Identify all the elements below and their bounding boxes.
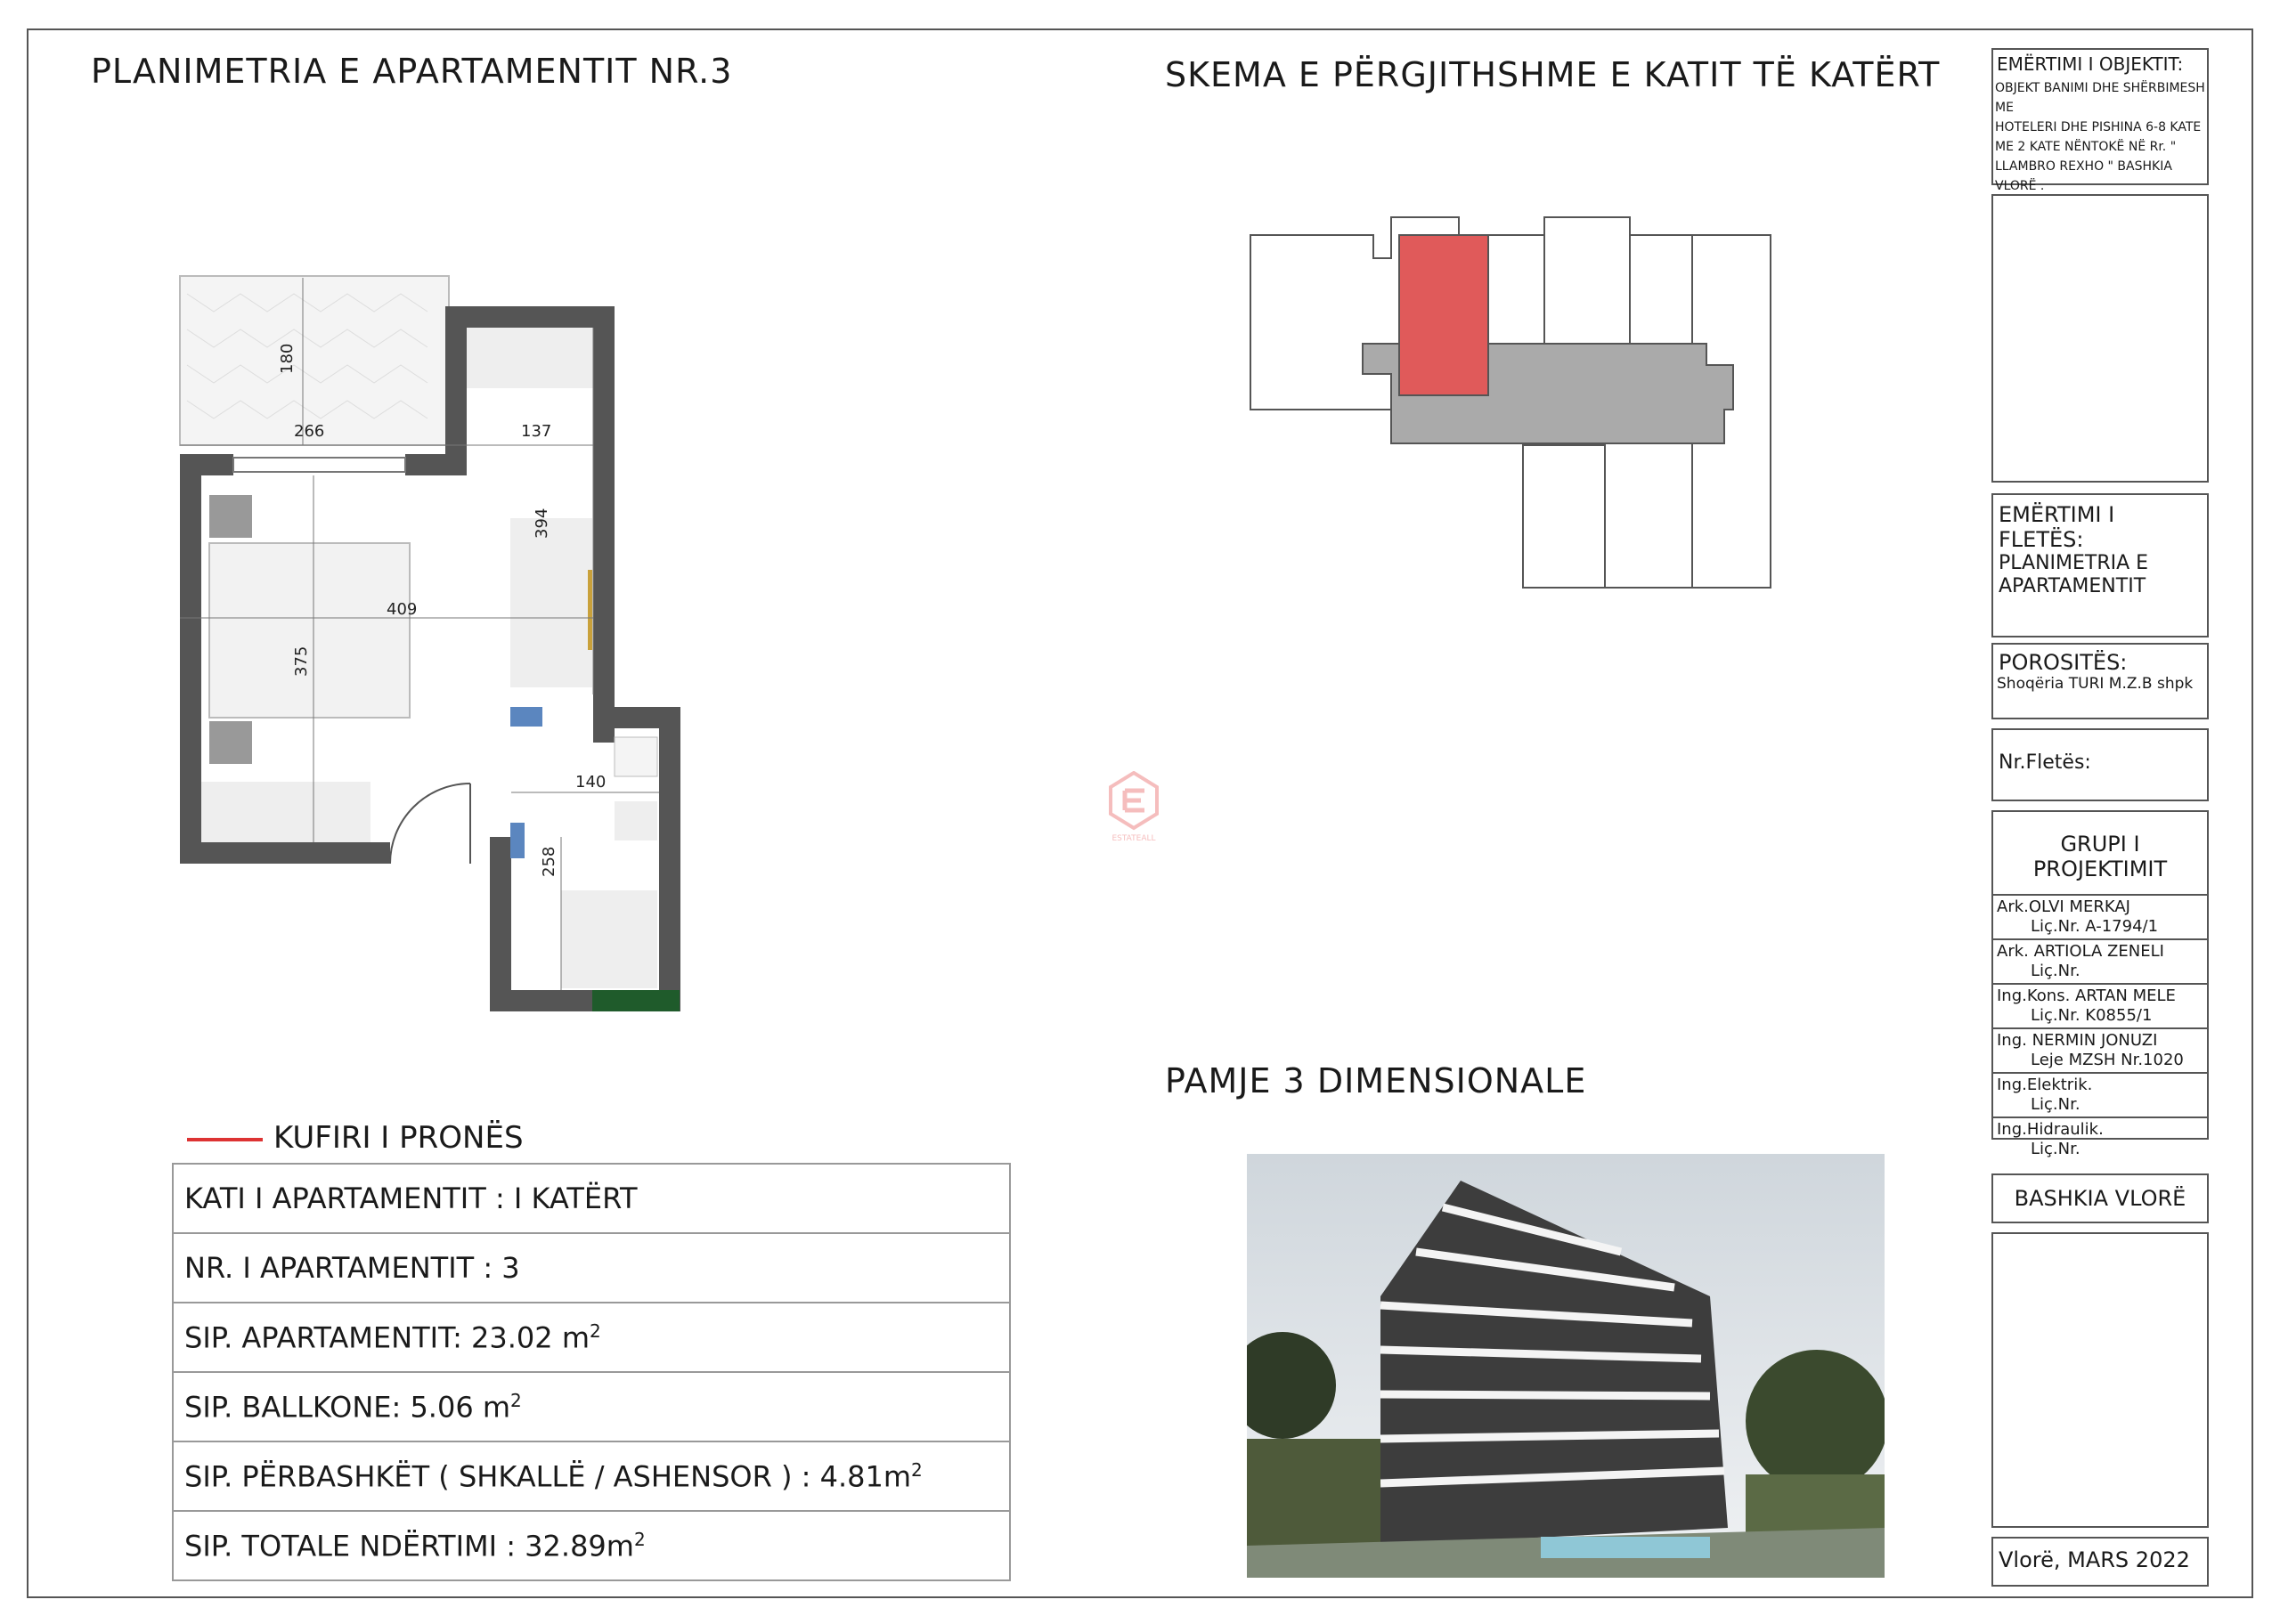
object-text-line: HOTELERI DHE PISHINA 6-8 KATE (1995, 120, 2202, 134)
sheet-number-label: Nr.Fletës: (1999, 751, 2091, 774)
floor-key-plan (1247, 214, 1781, 597)
team-member: Ing.Kons. ARTAN MELE Liç.Nr. K0855/1 (1993, 985, 2207, 1029)
team-member: Ing. NERMIN JONUZI Leje MZSH Nr.1020 (1993, 1029, 2207, 1074)
client-heading: POROSITËS: (1999, 650, 2128, 675)
municipality-box (1991, 1173, 2209, 1223)
municipality-label: BASHKIA VLORË (2014, 1186, 2186, 1211)
estateall-logo-icon (1107, 771, 1160, 842)
date-label: Vlorë, MARS 2022 (1999, 1547, 2190, 1572)
object-name-heading: EMËRTIMI I OBJEKTIT: (1997, 53, 2184, 75)
team-member: Ark. ARTIOLA ZENELI Liç.Nr. (1993, 940, 2207, 985)
client-name: Shoqëria TURI M.Z.B shpk (1997, 675, 2194, 693)
property-boundary-label: KUFIRI I PRONËS (273, 1120, 524, 1156)
date-box (1991, 1537, 2209, 1587)
total-row: SIP. TOTALE NDËRTIMI : $32.89m^2$ (173, 1511, 1010, 1580)
balcony-row: SIP. BALLKONE: 5.06 $m^2$ (173, 1372, 1010, 1441)
number-row: NR. I APARTAMENTIT : 3 (173, 1233, 1010, 1303)
apartment-floor-plan (169, 267, 704, 1024)
dim-bath-length: 258 (540, 846, 558, 877)
dim-entry-length: 394 (533, 508, 551, 539)
dim-room-width: 409 (387, 600, 418, 619)
team-member: Ing.Elektrik. Liç.Nr. (1993, 1074, 2207, 1118)
dim-bath-width: 140 (575, 773, 607, 792)
dim-balcony-depth: 180 (278, 343, 297, 374)
dim-balcony-width: 266 (294, 422, 325, 441)
unit-highlight (1399, 235, 1488, 395)
building-render-image (1247, 1154, 1885, 1578)
sheet-name-line: APARTAMENTIT (1999, 575, 2146, 597)
plan-title: PLANIMETRIA E APARTAMENTIT NR.3 (91, 52, 733, 91)
watermark-label: ESTATEALL (1112, 834, 1156, 842)
object-text-line: OBJEKT BANIMI DHE SHËRBIMESH ME (1995, 81, 2205, 115)
property-boundary-line (187, 1138, 263, 1141)
stamp-box (1991, 194, 2209, 483)
design-group-heading: GRUPI I PROJEKTIMIT (1993, 812, 2207, 896)
team-member: Ing.Hidraulik. Liç.Nr. (1997, 1120, 2104, 1158)
render-title: PAMJE 3 DIMENSIONALE (1165, 1061, 1587, 1100)
stamp-box-lower (1991, 1232, 2209, 1528)
sheet-name-line: PLANIMETRIA E (1999, 552, 2149, 574)
sheet-name-heading: EMËRTIMI I FLETËS: (1999, 502, 2115, 552)
sheet-number-box (1991, 728, 2209, 801)
team-member: Ark.OLVI MERKAJ Liç.Nr. A-1794/1 (1993, 896, 2207, 940)
object-name-box (1991, 48, 2209, 193)
design-group-box (1991, 810, 2209, 1158)
sheet-name-box (1991, 493, 2209, 637)
dim-entry-width: 137 (521, 422, 552, 441)
object-text-line: ME 2 KATE NËNTOKË NË Rr. " (1995, 140, 2177, 154)
floor-scheme-title: SKEMA E PËRGJITHSHME E KATIT TË KATËRT (1165, 55, 1941, 94)
area-row: SIP. APARTAMENTIT: 23.02 $m^2$ (173, 1303, 1010, 1372)
common-row: SIP. PËRBASHKËT ( SHKALLË / ASHENSOR ) : $4.81m^2$ (173, 1441, 1010, 1511)
dim-room-length: 375 (292, 646, 311, 677)
object-text-line: LLAMBRO REXHO " BASHKIA VLORË . (1995, 159, 2172, 193)
apartment-info-table (172, 1163, 1011, 1581)
client-box (1991, 643, 2209, 719)
floor-row: KATI I APARTAMENTIT : I KATËRT (173, 1164, 1010, 1233)
